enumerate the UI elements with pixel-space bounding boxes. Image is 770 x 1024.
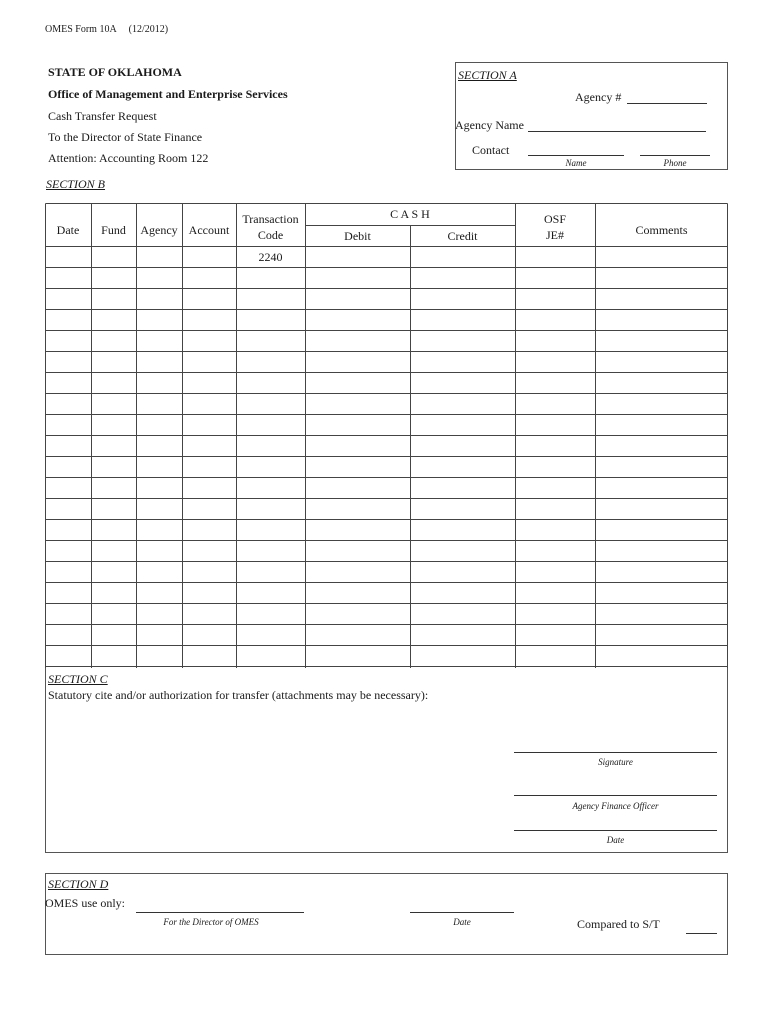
table-cell[interactable]	[237, 331, 305, 351]
table-cell[interactable]	[183, 520, 236, 540]
table-cell[interactable]	[237, 625, 305, 645]
table-cell[interactable]	[596, 373, 728, 393]
table-cell[interactable]	[306, 478, 410, 498]
section-a-title: SECTION A	[458, 68, 517, 82]
table-cell[interactable]	[516, 373, 595, 393]
table-cell[interactable]	[183, 310, 236, 330]
table-cell[interactable]	[596, 331, 728, 351]
table-cell[interactable]	[92, 583, 136, 603]
state-heading: STATE OF OKLAHOMA	[48, 65, 182, 79]
table-cell[interactable]	[183, 289, 236, 309]
table-cell[interactable]	[596, 604, 728, 624]
table-cell[interactable]	[137, 394, 182, 414]
table-cell[interactable]	[46, 562, 91, 582]
table-cell[interactable]	[596, 310, 728, 330]
table-cell[interactable]	[516, 436, 595, 456]
table-cell[interactable]	[137, 457, 182, 477]
table-cell[interactable]	[411, 268, 515, 288]
table-cell[interactable]	[516, 247, 595, 267]
table-cell[interactable]	[92, 289, 136, 309]
table-cell[interactable]	[596, 352, 728, 372]
attention-line: Attention: Accounting Room 122	[48, 151, 209, 165]
table-cell[interactable]	[411, 289, 515, 309]
table-cell[interactable]	[306, 394, 410, 414]
table-cell[interactable]	[92, 604, 136, 624]
col-header-je: JE#	[546, 228, 564, 242]
table-cell[interactable]	[46, 436, 91, 456]
table-cell[interactable]	[596, 268, 728, 288]
table-cell[interactable]	[46, 583, 91, 603]
table-cell[interactable]	[237, 394, 305, 414]
table-cell[interactable]	[516, 352, 595, 372]
table-cell[interactable]	[596, 583, 728, 603]
col-header-comments: Comments	[635, 223, 688, 237]
table-cell[interactable]	[516, 310, 595, 330]
table-cell[interactable]	[237, 373, 305, 393]
table-cell[interactable]	[516, 268, 595, 288]
table-cell[interactable]	[92, 352, 136, 372]
section-d-box	[45, 873, 728, 955]
signature-caption: Signature	[598, 757, 633, 767]
table-cell[interactable]	[46, 415, 91, 435]
office-heading: Office of Management and Enterprise Services	[48, 87, 288, 101]
table-cell[interactable]	[46, 457, 91, 477]
table-cell[interactable]	[92, 457, 136, 477]
table-cell[interactable]	[46, 247, 91, 267]
finance-officer-caption: Agency Finance Officer	[572, 801, 659, 811]
table-cell[interactable]	[137, 289, 182, 309]
table-cell[interactable]	[46, 499, 91, 519]
table-cell[interactable]	[516, 331, 595, 351]
table-cell[interactable]	[596, 247, 728, 267]
table-cell[interactable]	[183, 394, 236, 414]
table-cell[interactable]	[596, 562, 728, 582]
table-cell[interactable]	[183, 352, 236, 372]
table-cell[interactable]	[596, 415, 728, 435]
table-cell[interactable]	[411, 394, 515, 414]
table-cell[interactable]	[92, 373, 136, 393]
table-cell[interactable]	[137, 310, 182, 330]
table-cell[interactable]	[596, 520, 728, 540]
table-cell[interactable]	[306, 541, 410, 561]
form-number: OMES Form 10A	[45, 24, 117, 35]
table-cell[interactable]	[92, 478, 136, 498]
table-cell[interactable]	[137, 436, 182, 456]
table-cell[interactable]	[46, 310, 91, 330]
form-title: Cash Transfer Request	[48, 109, 157, 123]
form-revision-date: (12/2012)	[128, 24, 169, 35]
table-cell[interactable]	[92, 394, 136, 414]
table-cell[interactable]	[137, 373, 182, 393]
table-cell[interactable]	[183, 373, 236, 393]
col-header-debit: Debit	[344, 229, 371, 243]
table-cell[interactable]	[411, 499, 515, 519]
col-header-osf: OSF	[543, 212, 566, 226]
table-cell[interactable]	[46, 625, 91, 645]
table-cell[interactable]	[516, 457, 595, 477]
form-id	[45, 24, 168, 35]
table-cell[interactable]	[306, 457, 410, 477]
table-cell[interactable]	[306, 436, 410, 456]
table-cell[interactable]	[237, 541, 305, 561]
table-cell[interactable]	[137, 331, 182, 351]
table-cell[interactable]	[46, 268, 91, 288]
table-cell[interactable]	[137, 415, 182, 435]
table-cell[interactable]	[411, 625, 515, 645]
table-cell[interactable]	[596, 499, 728, 519]
table-cell[interactable]	[183, 646, 236, 666]
table-cell[interactable]	[92, 331, 136, 351]
table-cell[interactable]	[92, 625, 136, 645]
table-cell[interactable]	[46, 646, 91, 666]
table-cell[interactable]	[306, 562, 410, 582]
agency-name-label: Agency Name	[455, 118, 524, 132]
col-header-transaction: Transaction	[242, 212, 299, 226]
table-cell[interactable]	[46, 352, 91, 372]
agency-number-label: Agency #	[575, 90, 622, 104]
table-cell[interactable]	[306, 352, 410, 372]
section-d-title: SECTION D	[48, 877, 109, 891]
col-header-fund: Fund	[101, 223, 126, 237]
table-cell[interactable]	[411, 310, 515, 330]
transfer-table	[45, 203, 728, 668]
table-cell[interactable]	[137, 604, 182, 624]
table-cell[interactable]	[183, 457, 236, 477]
table-cell[interactable]	[183, 415, 236, 435]
col-header-cash: C A S H	[390, 207, 430, 221]
table-cell[interactable]	[92, 646, 136, 666]
table-cell[interactable]	[411, 646, 515, 666]
table-cell[interactable]	[92, 499, 136, 519]
table-cell[interactable]	[411, 562, 515, 582]
table-cell[interactable]	[237, 268, 305, 288]
agency-number-field[interactable]	[627, 103, 707, 104]
table-cell[interactable]	[411, 583, 515, 603]
section-d-date-field[interactable]	[410, 912, 514, 913]
table-cell[interactable]	[596, 436, 728, 456]
section-b-title: SECTION B	[46, 177, 106, 191]
table-cell[interactable]	[137, 520, 182, 540]
table-cell[interactable]	[46, 478, 91, 498]
table-cell[interactable]	[411, 331, 515, 351]
table-cell[interactable]	[516, 646, 595, 666]
table-cell[interactable]	[92, 415, 136, 435]
compared-label: Compared to S/T	[577, 917, 660, 931]
table-cell[interactable]	[92, 310, 136, 330]
table-cell[interactable]	[411, 478, 515, 498]
table-cell[interactable]	[516, 604, 595, 624]
table-cell[interactable]	[137, 541, 182, 561]
director-signature-field[interactable]	[136, 912, 304, 913]
table-cell[interactable]	[306, 268, 410, 288]
table-cell[interactable]	[516, 520, 595, 540]
section-c-date-field[interactable]	[514, 830, 717, 831]
table-cell[interactable]	[137, 499, 182, 519]
table-cell[interactable]	[306, 604, 410, 624]
table-cell[interactable]	[137, 625, 182, 645]
table-cell[interactable]	[237, 310, 305, 330]
col-header-date: Date	[56, 223, 80, 237]
table-cell[interactable]	[237, 478, 305, 498]
table-cell[interactable]	[237, 520, 305, 540]
table-cell[interactable]	[411, 352, 515, 372]
section-c-title: SECTION C	[48, 672, 108, 686]
table-cell[interactable]	[306, 499, 410, 519]
table-cell[interactable]	[306, 625, 410, 645]
table-cell[interactable]	[183, 478, 236, 498]
table-cell[interactable]	[92, 520, 136, 540]
table-cell[interactable]	[516, 289, 595, 309]
contact-name-field[interactable]	[528, 155, 624, 156]
col-header-code: Code	[257, 228, 284, 242]
table-cell[interactable]	[237, 646, 305, 666]
table-cell[interactable]	[306, 310, 410, 330]
table-cell[interactable]	[137, 247, 182, 267]
table-cell[interactable]	[411, 373, 515, 393]
table-cell[interactable]	[411, 415, 515, 435]
contact-label: Contact	[472, 143, 510, 157]
finance-officer-field[interactable]	[514, 795, 717, 796]
table-cell[interactable]	[183, 247, 236, 267]
table-cell[interactable]	[92, 268, 136, 288]
table-cell[interactable]	[516, 541, 595, 561]
table-cell[interactable]	[237, 604, 305, 624]
row-1-transaction-code: 2240	[258, 250, 283, 264]
table-cell[interactable]	[46, 289, 91, 309]
table-cell[interactable]	[516, 415, 595, 435]
table-cell[interactable]	[306, 520, 410, 540]
table-cell[interactable]	[46, 604, 91, 624]
table-cell[interactable]	[137, 562, 182, 582]
table-cell[interactable]	[183, 604, 236, 624]
table-cell[interactable]	[516, 562, 595, 582]
table-cell[interactable]	[411, 457, 515, 477]
table-cell[interactable]	[306, 373, 410, 393]
name-caption: Name	[565, 158, 587, 168]
table-cell[interactable]	[183, 331, 236, 351]
col-header-account: Account	[188, 223, 230, 237]
table-cell[interactable]	[183, 541, 236, 561]
table-cell[interactable]	[137, 478, 182, 498]
table-cell[interactable]	[411, 541, 515, 561]
table-cell[interactable]	[183, 583, 236, 603]
table-cell[interactable]	[46, 541, 91, 561]
director-caption: For the Director of OMES	[163, 917, 259, 927]
table-cell[interactable]	[46, 331, 91, 351]
table-cell[interactable]	[237, 562, 305, 582]
signature-field[interactable]	[514, 752, 717, 753]
table-cell[interactable]	[596, 457, 728, 477]
table-cell[interactable]	[411, 604, 515, 624]
table-cell[interactable]	[92, 436, 136, 456]
table-cell[interactable]	[516, 394, 595, 414]
phone-caption: Phone	[663, 158, 687, 168]
table-cell[interactable]	[411, 436, 515, 456]
table-cell[interactable]	[46, 373, 91, 393]
contact-phone-field[interactable]	[640, 155, 710, 156]
table-cell[interactable]	[596, 541, 728, 561]
table-cell[interactable]	[516, 583, 595, 603]
table-cell[interactable]	[306, 331, 410, 351]
table-cell[interactable]	[237, 583, 305, 603]
table-cell[interactable]	[306, 247, 410, 267]
table-cell[interactable]	[46, 394, 91, 414]
table-cell[interactable]	[306, 583, 410, 603]
table-cell[interactable]	[237, 457, 305, 477]
table-cell[interactable]	[596, 394, 728, 414]
table-cell[interactable]	[596, 646, 728, 666]
authorization-prompt: Statutory cite and/or authorization for transfer (attachments may be necessary):	[48, 688, 429, 702]
table-cell[interactable]	[137, 268, 182, 288]
section-d-date-caption: Date	[453, 917, 471, 927]
table-cell[interactable]	[183, 499, 236, 519]
compared-field[interactable]	[686, 933, 717, 934]
table-cell[interactable]	[596, 478, 728, 498]
table-cell[interactable]	[516, 478, 595, 498]
table-cell[interactable]	[183, 436, 236, 456]
table-cell[interactable]	[306, 415, 410, 435]
table-cell[interactable]	[516, 625, 595, 645]
section-c-date-caption: Date	[606, 835, 625, 845]
table-cell[interactable]	[237, 499, 305, 519]
table-cell[interactable]	[237, 289, 305, 309]
col-header-credit: Credit	[447, 229, 478, 243]
table-cell[interactable]	[137, 352, 182, 372]
table-cell[interactable]	[92, 541, 136, 561]
table-cell[interactable]	[516, 499, 595, 519]
table-cell[interactable]	[183, 268, 236, 288]
table-cell[interactable]	[596, 625, 728, 645]
table-cell[interactable]	[237, 436, 305, 456]
table-cell[interactable]	[46, 520, 91, 540]
agency-name-field[interactable]	[528, 131, 706, 132]
omes-use-label: OMES use only:	[45, 896, 126, 910]
col-header-agency: Agency	[140, 223, 178, 237]
table-cell[interactable]	[411, 520, 515, 540]
table-cell[interactable]	[137, 646, 182, 666]
table-cell[interactable]	[92, 562, 136, 582]
table-cell[interactable]	[306, 646, 410, 666]
table-cell[interactable]	[183, 625, 236, 645]
table-cell[interactable]	[92, 247, 136, 267]
table-cell[interactable]	[411, 247, 515, 267]
table-cell[interactable]	[183, 562, 236, 582]
addressee: To the Director of State Finance	[48, 130, 203, 144]
table-cell[interactable]	[596, 289, 728, 309]
table-cell[interactable]	[237, 415, 305, 435]
table-cell[interactable]	[306, 289, 410, 309]
table-cell[interactable]	[237, 352, 305, 372]
table-cell[interactable]	[137, 583, 182, 603]
